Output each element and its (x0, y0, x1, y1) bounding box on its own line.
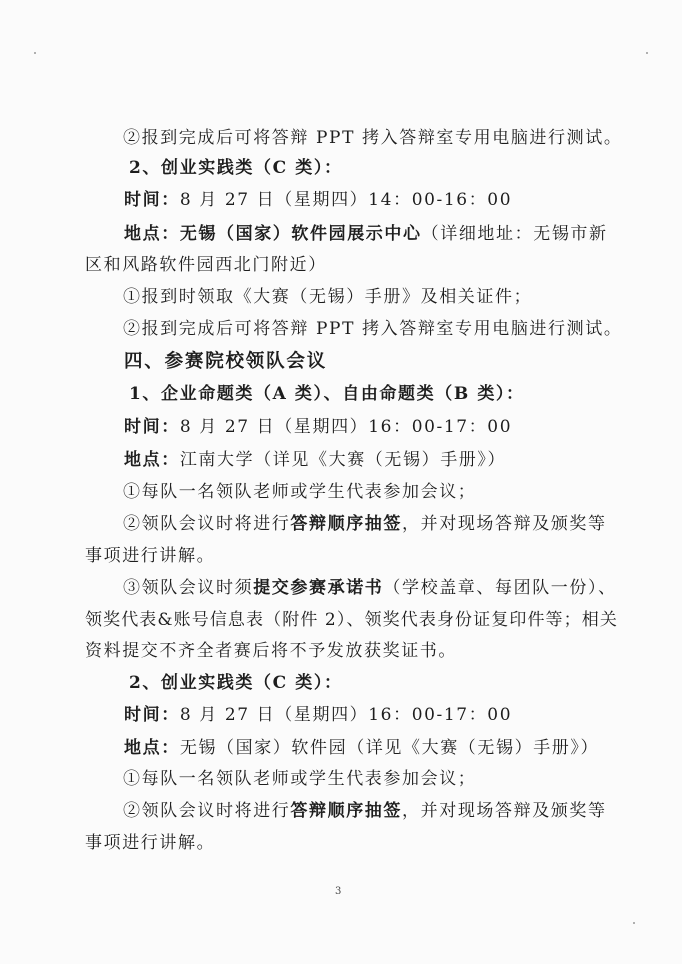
location-label: 地点： (124, 224, 180, 244)
time-line (124, 189, 512, 211)
time-value: 8 月 27 日（星期四）14：00-16：00 (179, 190, 513, 210)
location-detail: （详细地址：无锡市新 (421, 224, 608, 244)
text-run: ②领队会议时将进行 (123, 801, 291, 821)
paragraph-line: ①报到时领取《大赛（无锡）手册》及相关证件； (123, 287, 533, 307)
text-run: ，并对现场答辩及颁奖等 (402, 801, 607, 821)
section-subheading: 2、创业实践类（C 类）： (129, 673, 343, 693)
time-label: 时间： (124, 705, 180, 725)
paragraph-line: ②报到完成后可将答辩 PPT 拷入答辩室专用电脑进行测试。 (123, 128, 623, 148)
location-label: 地点： (124, 450, 180, 470)
text-run: ②领队会议时将进行 (123, 514, 291, 534)
paragraph-line: 领奖代表&账号信息表（附件 2）、领奖代表身份证复印件等；相关 (85, 610, 618, 630)
scan-dot (633, 922, 635, 924)
text-run: ，并对现场答辩及颁奖等 (402, 514, 607, 534)
location-line (124, 449, 506, 471)
text-run: ③领队会议时须 (123, 578, 254, 598)
location-value: 无锡（国家）软件园展示中心 (179, 224, 422, 244)
location-line (124, 223, 608, 245)
scan-dot (34, 52, 36, 54)
time-value: 8 月 27 日（星期四）16：00-17：00 (179, 417, 513, 437)
section-subheading: 2、创业实践类（C 类）： (129, 158, 343, 178)
paragraph-line: 事项进行讲解。 (85, 546, 216, 566)
section-subheading: 1、企业命题类（A 类）、自由命题类（B 类）： (129, 384, 525, 404)
time-label: 时间： (124, 417, 180, 437)
emphasis-text: 答辩顺序抽签 (290, 801, 403, 821)
time-value: 8 月 27 日（星期四）16：00-17：00 (179, 705, 513, 725)
emphasis-text: 答辩顺序抽签 (290, 514, 403, 534)
paragraph-line: ①每队一名领队老师或学生代表参加会议； (123, 482, 477, 502)
location-label: 地点： (124, 738, 180, 758)
paragraph-line (123, 513, 607, 535)
paragraph-line: 事项进行讲解。 (85, 833, 216, 853)
section-heading: 四、参赛院校领队会议 (124, 351, 328, 372)
paragraph-line (123, 577, 617, 599)
location-line (124, 737, 599, 759)
location-value: 江南大学（详见《大赛（无锡）手册》） (179, 450, 507, 470)
paragraph-line: 区和风路软件园西北门附近） (85, 255, 327, 275)
time-line (124, 416, 512, 438)
paragraph-line: ①每队一名领队老师或学生代表参加会议； (123, 769, 477, 789)
time-label: 时间： (124, 190, 180, 210)
paragraph-line: 资料提交不齐全者赛后将不予发放获奖证书。 (85, 641, 457, 661)
emphasis-text: 提交参赛承诺书 (253, 578, 384, 598)
scan-dot (646, 52, 648, 54)
page-number: 3 (335, 886, 342, 897)
paragraph-line: ②报到完成后可将答辩 PPT 拷入答辩室专用电脑进行测试。 (123, 319, 623, 339)
text-run: （学校盖章、每团队一份）、 (383, 578, 617, 598)
time-line (124, 704, 512, 726)
paragraph-line (123, 800, 607, 822)
location-value: 无锡（国家）软件园（详见《大赛（无锡）手册》） (179, 738, 600, 758)
